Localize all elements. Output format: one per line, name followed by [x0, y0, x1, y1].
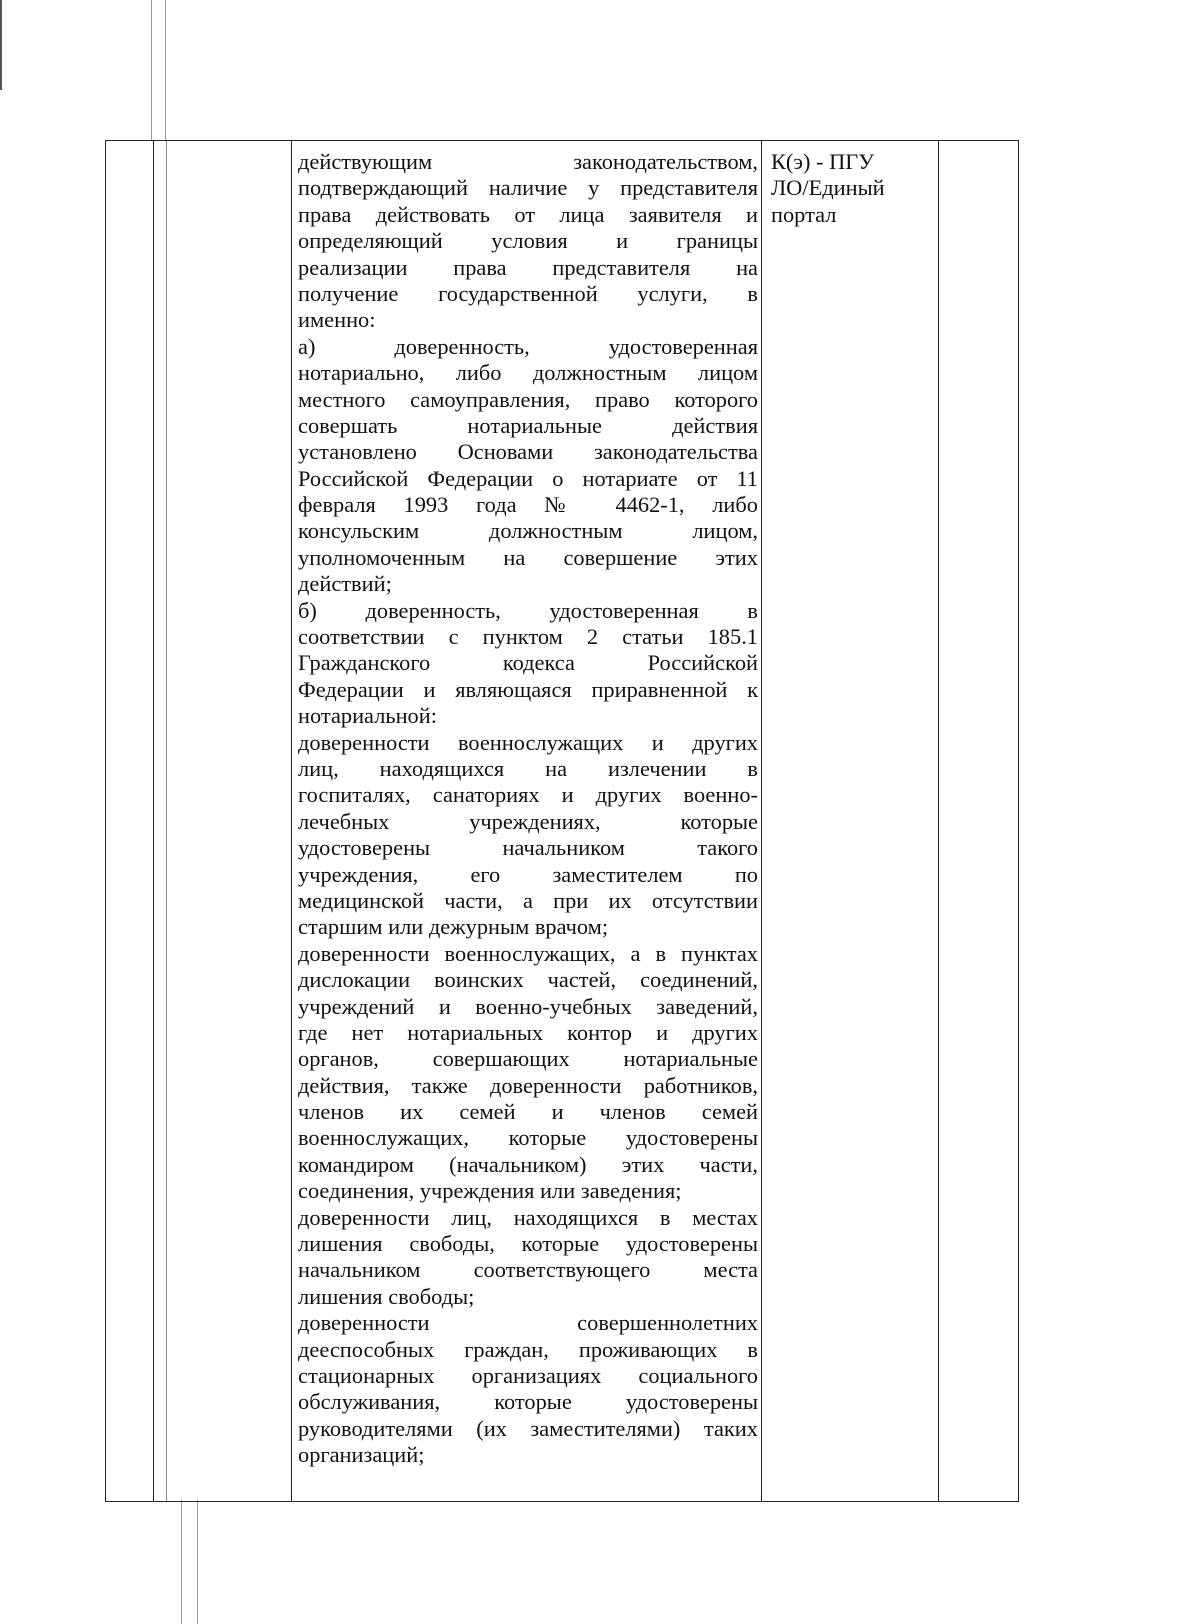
document-text-line: обслуживания, которые удостоверены — [298, 1389, 758, 1415]
scan-artifact-line — [151, 0, 152, 140]
document-text-line: определяющий условия и границы — [298, 228, 758, 254]
document-text-line: дислокации воинских частей, соединений, — [298, 967, 758, 993]
column-divider — [166, 141, 167, 1501]
column-divider — [761, 141, 762, 1501]
document-text-line: командиром (начальником) этих части, — [298, 1151, 758, 1177]
document-text-line: лечебных учреждениях, которые — [298, 808, 758, 834]
document-text-line: старшим или дежурным врачом; — [298, 914, 609, 940]
document-text-line: стационарных организациях социального — [298, 1362, 758, 1388]
document-text-line: удостоверены начальником такого — [298, 835, 758, 861]
channel-text-line: ЛО/Единый — [771, 175, 885, 201]
document-text-line: получение государственной услуги, в — [298, 280, 758, 306]
document-text-line: органов, совершающих нотариальные — [298, 1046, 758, 1072]
document-text-line: а) доверенность, удостоверенная — [298, 333, 758, 359]
document-text-line: учреждений и военно-учебных заведений, — [298, 993, 758, 1019]
channel-text-line: К(э) - ПГУ — [771, 149, 875, 174]
document-text-line: Гражданского кодекса Российской — [298, 650, 758, 676]
document-text-line: местного самоуправления, право которого — [298, 386, 758, 412]
document-text-line: соответствии с пунктом 2 статьи 185.1 — [298, 624, 758, 650]
submission-channel-cell — [771, 149, 941, 228]
scan-artifact-line — [181, 1500, 182, 1624]
document-text-line: нотариальной: — [298, 703, 437, 729]
document-text-line: начальником соответствующего места — [298, 1257, 758, 1283]
document-text-line: военнослужащих, которые удостоверены — [298, 1125, 758, 1151]
column-divider — [153, 141, 154, 1501]
document-text-line: доверенности военнослужащих, а в пунктах — [298, 940, 758, 966]
document-text-line: подтверждающий наличие у представителя — [298, 175, 758, 201]
document-text-line: Федерации и являющаяся приравненной к — [298, 676, 758, 702]
document-text-line: уполномоченным на совершение этих — [298, 544, 758, 570]
document-text-line: действия, также доверенности работников, — [298, 1072, 758, 1098]
document-text-line: права действовать от лица заявителя и — [298, 201, 758, 227]
document-text-line: руководителями (их заместителями) таких — [298, 1415, 758, 1441]
channel-text-line: портал — [771, 201, 837, 227]
document-text-line: действующим законодательством, — [298, 149, 758, 174]
document-text-line: лиц, находящихся на излечении в — [298, 755, 758, 781]
scan-artifact-line — [165, 0, 166, 140]
scan-margin-line — [0, 0, 2, 90]
document-text-line: доверенности военнослужащих и других — [298, 729, 758, 755]
document-text-line: действий; — [298, 571, 392, 597]
document-text-line: реализации права представителя на — [298, 254, 758, 280]
document-text-line: дееспособных граждан, проживающих в — [298, 1336, 758, 1362]
document-text-line: февраля 1993 года № 4462-1, либо — [298, 492, 758, 518]
document-text-line: б) доверенность, удостоверенная в — [298, 597, 758, 623]
document-table — [105, 140, 1019, 1502]
column-divider — [291, 141, 292, 1501]
document-text-line: соединения, учреждения или заведения; — [298, 1178, 682, 1204]
document-text-line: доверенности лиц, находящихся в местах — [298, 1204, 758, 1230]
document-text-line: госпиталях, санаториях и других военно- — [298, 782, 758, 808]
document-text-line: Российской Федерации о нотариате от 11 — [298, 465, 758, 491]
document-text-line: доверенности совершеннолетних — [298, 1310, 758, 1336]
document-text-line: учреждения, его заместителем по — [298, 861, 758, 887]
document-text-line: организаций; — [298, 1442, 425, 1468]
document-text-line: именно: — [298, 307, 376, 333]
document-text-line: нотариально, либо должностным лицом — [298, 360, 758, 386]
document-list-cell — [298, 149, 758, 1469]
document-text-line: медицинской части, а при их отсутствии — [298, 887, 758, 913]
document-text-line: установлено Основами законодательства — [298, 439, 758, 465]
document-text-line: совершать нотариальные действия — [298, 412, 758, 438]
document-text-line: лишения свободы, которые удостоверены — [298, 1231, 758, 1257]
column-divider — [938, 141, 939, 1501]
scan-artifact-line — [197, 1500, 198, 1624]
document-text-line: лишения свободы; — [298, 1283, 475, 1309]
document-text-line: консульским должностным лицом, — [298, 518, 758, 544]
document-text-line: членов их семей и членов семей — [298, 1099, 758, 1125]
document-text-line: где нет нотариальных контор и других — [298, 1019, 758, 1045]
